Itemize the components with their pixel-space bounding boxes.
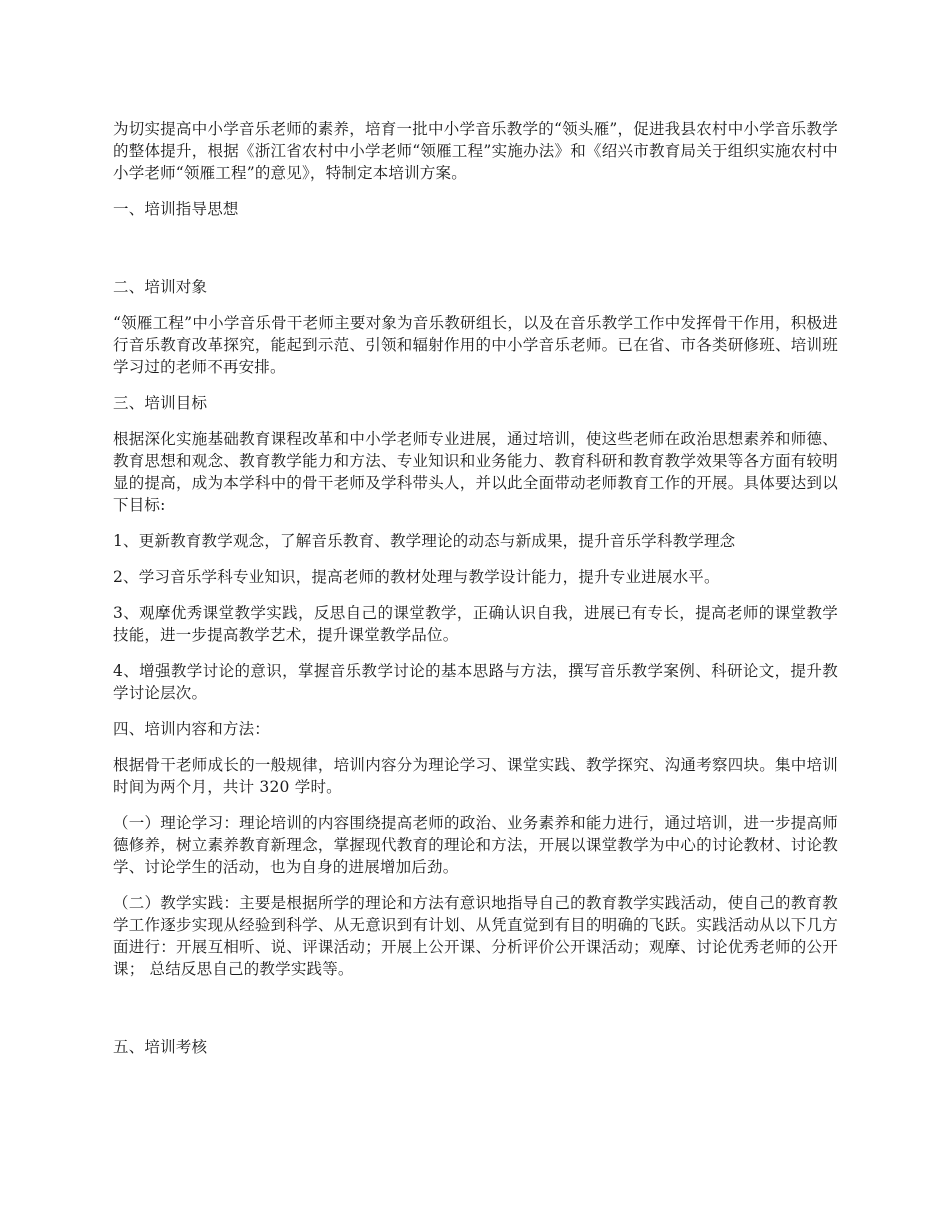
section3-heading: 三、培训目标 [113,394,208,412]
section2-heading: 二、培训对象 [113,278,208,296]
section4-part2: （二）教学实践：主要是根据所学的理论和方法有意识地指导自己的教育教学实践活动，使自己的教育教学工作逐步实现从经验到科学、从无意识到有计划、从凭直觉到有目的明确的飞跃。实践活动从以下几方面进行：开展互相听、说、评课活动；开展上公开课、分析评价公开课活动；观摩、讨论优秀老师的公开课； 总结反思自己的教学实践等。 [113,894,838,978]
goal-item: 2、学习音乐学科专业知识，提高老师的教材处理与教学设计能力，提升专业进展水平。 [113,568,720,586]
section2-body: “领雁工程”中小学音乐骨干老师主要对象为音乐教研组长，以及在音乐教学工作中发挥骨干作用，积极进行音乐教育改革探究，能起到示范、引领和辐射作用的中小学音乐老师。已在省、市各类研修班、培训班学习过的老师不再安排。 [113,314,838,376]
goal-item: 1、更新教育教学观念，了解音乐教育、教学理论的动态与新成果，提升音乐学科教学理念 [113,532,736,550]
intro-paragraph: 为切实提高中小学音乐老师的素养，培育一批中小学音乐教学的“领头雁”，促进我县农村中小学音乐教学的整体提升，根据《浙江省农村中小学老师“领雁工程”实施办法》和《绍兴市教育局关于组织实施农村中小学老师“领雁工程”的意见》，特制定本培训方案。 [113,120,838,182]
section4-part1: （一）理论学习：理论培训的内容围绕提高老师的政治、业务素养和能力进行，通过培训，进一步提高师德修养，树立素养教育新理念，掌握现代教育的理论和方法，开展以课堂教学为中心的讨论教材、讨论教学、讨论学生的活动，也为自身的进展增加后劲。 [113,814,838,876]
section4-body: 根据骨干老师成长的一般规律，培训内容分为理论学习、课堂实践、教学探究、沟通考察四块。集中培训时间为两个月，共计 320 学时。 [113,756,838,796]
section3-body: 根据深化实施基础教育课程改革和中小学老师专业进展，通过培训，使这些老师在政治思想素养和师德、教育思想和观念、教育教学能力和方法、专业知识和业务能力、教育科研和教育教学效果等各方面有较明显的提高，成为本学科中的骨干老师及学科带头人，并以此全面带动老师教育工作的开展。具体要达到以下目标: [113,430,838,514]
goal-item: 4、增强教学讨论的意识，掌握音乐教学讨论的基本思路与方法，撰写音乐教学案例、科研论文，提升教学讨论层次。 [113,662,838,702]
goal-item: 3、观摩优秀课堂教学实践，反思自己的课堂教学，正确认识自我，进展已有专长，提高老师的课堂教学技能，进一步提高教学艺术，提升课堂教学品位。 [113,604,838,644]
section1-heading: 一、培训指导思想 [113,200,239,218]
section4-heading: 四、培训内容和方法： [113,720,271,738]
document-page [113,118,838,1058]
section5-heading: 五、培训考核 [113,1038,208,1056]
